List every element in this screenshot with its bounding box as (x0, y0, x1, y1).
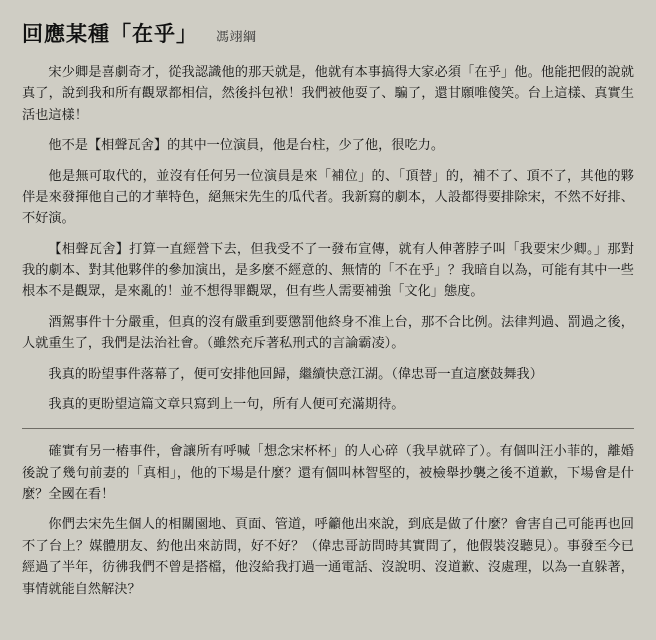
paragraph: 確實有另一樁事件，會讓所有呼喊「想念宋杯杯」的人心碎（我早就碎了）。有個叫汪小菲的，離婚後說了幾句前妻的「真相」，他的下場是什麼？還有個叫林智堅的，被檢舉抄襲之後不道歉，下場會是什麼？全國在看！ (22, 444, 634, 502)
paragraph: 你們去宋先生個人的相關園地、頁面、管道，呼籲他出來說，到底是做了什麼？會害自己可能再也回不了台上？媒體朋友、約他出來訪問，好不好？（偉忠哥訪問時其實問了，他假裝沒聽見）。事發至今已經過了半年，彷彿我們不曾是搭檔，他沒給我打過一通電話、沒說明、沒道歉、沒處理，以為一直躲著，事情就能自然解決？ (22, 517, 634, 597)
paragraph: 他是無可取代的，並沒有任何另一位演員是來「補位」的、「頂替」的，補不了、頂不了，其他的夥伴是來發揮他自己的才華特色，絕無宋先生的瓜代者。我新寫的劇本，人設都得要排除宋，不然不好排、不好演。 (22, 168, 634, 227)
paragraph: 宋少卿是喜劇奇才，從我認識他的那天就是，他就有本事搞得大家必須「在乎」他。他能把假的說就真了，說到我和所有觀眾都相信，然後抖包袱！我們被他耍了、騙了，還甘願唯傻笑。台上這樣、真實生活也這樣！ (22, 65, 634, 123)
page-title: 回應某種「在乎」 (22, 22, 198, 46)
author-name: 馮翊綱 (216, 30, 257, 45)
paragraph: 【相聲瓦舍】打算一直經營下去，但我受不了一發布宣傳，就有人伸著脖子叫「我要宋少卿。」那對我的劇本、對其他夥伴的參加演出，是多麼不經意的、無情的「不在乎」？我暗自以為，可能有其中一些根本不是觀眾，是來亂的！並不想得罪觀眾，但有些人需要補強「文化」態度。 (22, 241, 634, 300)
paragraph: 我真的更盼望這篇文章只寫到上一句，所有人便可充滿期待。 (48, 396, 405, 412)
article-body (22, 62, 634, 600)
section-divider (22, 428, 634, 429)
paragraph: 他不是【相聲瓦舍】的其中一位演員，他是台柱，少了他，很吃力。 (48, 138, 445, 154)
document-header (22, 18, 634, 48)
paragraph: 酒駕事件十分嚴重，但真的沒有嚴重到要懲罰他終身不准上台，那不合比例。法律判過、罰過之後，人就重生了，我們是法治社會。（雖然充斥著私刑式的言論霸凌）。 (22, 314, 634, 352)
paragraph: 我真的盼望事件落幕了，便可安排他回歸，繼續快意江湖。（偉忠哥一直這麼鼓舞我） (48, 366, 543, 382)
